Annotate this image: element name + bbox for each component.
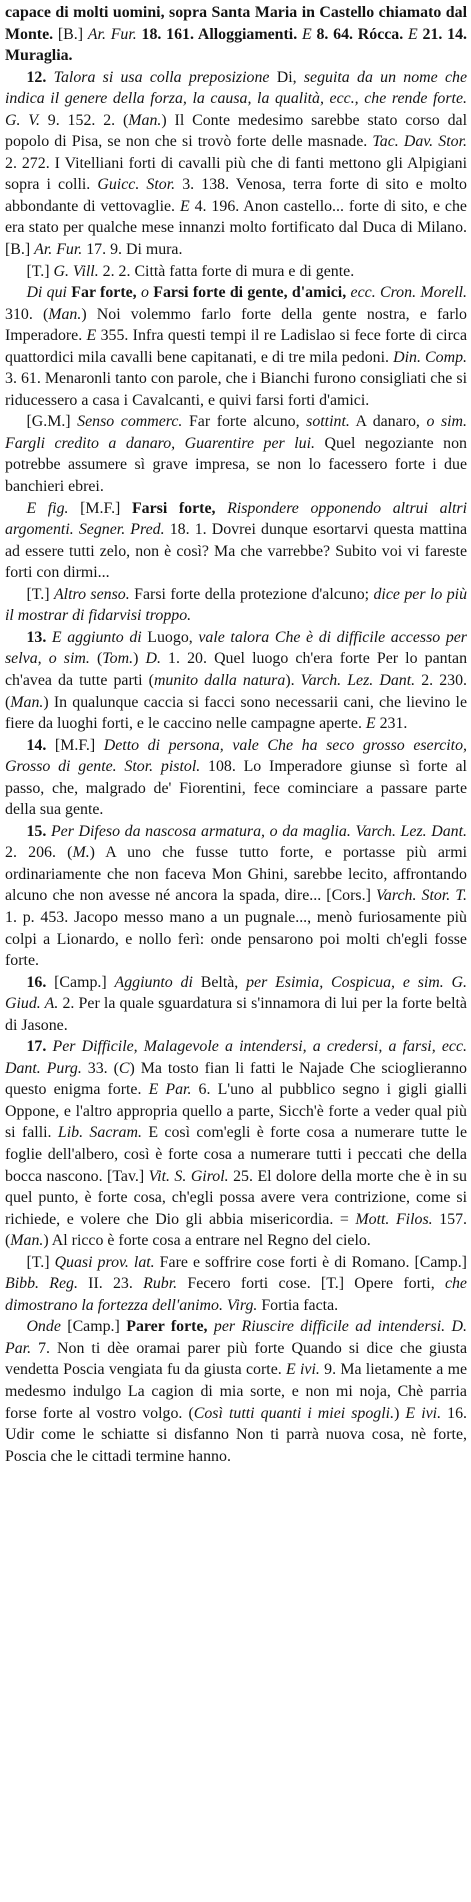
entry-paragraph	[5, 411, 467, 497]
body-text: 1. p. 453. Jacopo messo mano a un pugnale..., menò furiosamente più colpi a Lionardo, e nollo ferì: onde pensarono poi molti ch'egli fosse forte.	[5, 908, 467, 970]
entry-paragraph	[5, 821, 467, 972]
body-text: 1. 20. Quel luogo ch'era forte Per lo pantan ch'avea da tutte parti (	[5, 650, 468, 689]
italic-text: Per Difficile, Malagevole a intendersi, a credersi, a farsi, ecc. Dant. Purg.	[5, 1038, 467, 1077]
body-text: ) A uno che fusse tutto forte, e portasse più armi ordinariamente che non faceva Mon Ghini, sarebbe lecito, affrontando alcuno che non avesse né ancora la spada, dire... [Cors.]	[5, 844, 467, 905]
entry-paragraph	[5, 972, 467, 1037]
italic-text: Guicc. Stor.	[97, 176, 176, 194]
body-text: ) Al ricco è forte cosa a entrare nel Regno del cielo.	[43, 1232, 371, 1250]
body-text: ) Ma tosto fian li fatti le Najade Che scioglieranno questo enigma forte.	[5, 1059, 467, 1099]
body-text: [T.]	[26, 262, 54, 280]
italic-text: E	[408, 25, 418, 43]
body-text: [T.]	[26, 1253, 55, 1271]
body-text: 2. Per la quale sguardatura si s'innamora di lui per la forte beltà di Jasone.	[5, 995, 467, 1034]
italic-text: Man.	[128, 111, 162, 129]
italic-text: Aggiunto di	[114, 973, 193, 991]
italic-text: M.	[72, 844, 90, 862]
entry-paragraph	[5, 1316, 467, 1467]
bold-text: 15.	[26, 822, 51, 840]
body-text: 4. 196. Anon castello... forte di sito, e che era stato per qualche mese innanzi molto fortificato dal Duca di Milano. [B.]	[5, 197, 467, 259]
body-text: 9. 152. 2. (	[39, 111, 129, 129]
body-text: 9. Ma lietamente a me medesmo indulgo La cagion di mia sorte, e non mi noja, Chè parria forse forte al vostro volgo. (	[5, 1361, 467, 1422]
body-text: ).	[285, 671, 301, 689]
italic-text: E ivi.	[405, 1404, 442, 1422]
body-text: [M.F.]	[54, 736, 104, 754]
entry-paragraph	[5, 735, 467, 821]
bold-text: Far forte,	[66, 284, 141, 302]
body-text: 25. El dolore della morte che è in su quel punto, è forte cosa, ch'egli possa avere vera contrizione, come si richiede, e volere che Dio gli abbia misericordia. =	[5, 1167, 467, 1228]
body-text: ) Il Conte medesimo sarebbe stato corso dal popolo di Pisa, se non che si trovò forte delle masnade.	[5, 111, 467, 151]
body-text: )	[394, 1404, 406, 1422]
bold-text: 14.	[26, 736, 55, 754]
body-text: Di,	[269, 68, 304, 86]
italic-text: Rispondere opponendo altrui altri argomenti. Segner. Pred.	[5, 499, 467, 539]
italic-text: Di qui	[26, 284, 67, 302]
bold-text: 16.	[26, 973, 55, 991]
body-text: (	[89, 650, 103, 668]
italic-text: Ar. Fur.	[34, 241, 83, 259]
body-text: 16. Udir come le schiatte si disfanno Non ti parrà nuova cosa, nè forte, Poscia che le cittadi termine hanno.	[5, 1404, 467, 1465]
entry-paragraph	[5, 261, 467, 283]
italic-text: Mott. Filos.	[355, 1210, 433, 1228]
italic-text: Detto di persona, vale Che ha seco grosso esercito, Grosso di gente. Stor. pistol.	[5, 736, 468, 776]
italic-text: E	[86, 327, 97, 345]
italic-text: o	[140, 284, 149, 302]
italic-text: Din. Comp.	[393, 348, 467, 366]
body-text: 7. Non ti dèe oramai parer più forte Quando si dice che giusta vendetta Poscia vengiata fu da giusta corte.	[5, 1339, 467, 1379]
body-text: [M.F.]	[68, 499, 132, 517]
body-text: 6. L'uno al pubblico segno i gigli gialli Oppone, e l'altro appropria quello a parte, Sicch'è forte a veder qual più si falli.	[5, 1081, 467, 1142]
body-text: 2. 272. I Vitelliani forti di cavalli più che di fanti mettono gli Alpigiani sopra i colli.	[5, 154, 467, 194]
body-text: Farsi forte della protezione d'alcuno;	[129, 585, 374, 603]
body-text: 33. (	[81, 1059, 119, 1077]
entry-paragraph	[5, 67, 467, 261]
italic-text: munito dalla natura	[153, 671, 286, 689]
italic-text: E aggiunto di	[51, 628, 142, 646]
italic-text: E	[179, 197, 190, 215]
entry-paragraph	[5, 584, 467, 627]
italic-text: per Esimia, Cospicua, e sim. G. Giud. A.	[5, 973, 468, 1013]
body-text: Beltà,	[192, 973, 247, 991]
italic-text: Bibb. Reg.	[5, 1275, 78, 1293]
italic-text: Varch. Lez. Dant.	[300, 671, 416, 689]
italic-text: vale talora Che è di difficile accesso per selva, o sim.	[5, 628, 467, 668]
body-text: 17. 9. Di mura.	[82, 241, 183, 259]
bold-text: Parer forte,	[126, 1318, 214, 1336]
bold-text: 21. 14. Muraglia.	[5, 25, 467, 65]
italic-text: E Par.	[148, 1081, 192, 1099]
italic-text: Tac. Dav. Stor.	[372, 133, 467, 151]
body-text: Luogo,	[141, 628, 199, 646]
body-text: Fecero forti cose. [T.] Opere forti,	[177, 1275, 445, 1293]
body-text: [Camp.]	[54, 973, 115, 991]
body-text: 157. (	[5, 1210, 467, 1250]
bold-text: capace di molti uomini, sopra Santa Maria in Castello chiamato dal Monte.	[5, 4, 467, 43]
entry-paragraph	[5, 498, 467, 584]
italic-text: Senso commerc.	[77, 413, 183, 431]
body-text: 355. Infra questi tempi il re Ladislao si fece forte di circa quattordici mila cavalli bene capitanati, e di tre mila pedoni.	[5, 327, 467, 366]
bold-text: Farsi forte di gente, d'amici,	[148, 284, 351, 302]
body-text: [T.]	[26, 585, 54, 603]
body-text: 18. 1. Dovrei dunque esortarvi questa mattina ad essere tutti zelo, non è così? Ma che varrebbe? Subito voi vi fareste forti con dirmi...	[5, 521, 468, 582]
italic-text: seguita da un nome che indica il genere della forza, la causa, la qualità, ecc., che rende forte. G. V.	[5, 68, 468, 129]
body-text: Fortia facta.	[257, 1296, 339, 1314]
body-text: II. 23.	[77, 1275, 144, 1293]
italic-text: D.	[145, 650, 161, 668]
italic-text: Quasi prov. lat.	[54, 1253, 155, 1271]
body-text: 3. 61. Menaronli tanto con parole, che i Bianchi furono consigliati che si riducessero a casa i Cavalcanti, e quivi farsi forti d'amici.	[5, 370, 467, 409]
italic-text: G. Vill.	[53, 262, 99, 280]
bold-text: 12.	[26, 68, 54, 86]
body-text: E così com'egli è forte cosa a numerare tutte le foglie dell'albero, così è forte cosa a numerare tutti i peccati che della bocca nascono. [Tav.]	[5, 1124, 467, 1185]
italic-text: sottint.	[306, 413, 350, 431]
bold-text: 13.	[26, 628, 52, 646]
body-text: [B.]	[53, 25, 88, 43]
italic-text: Così tutti quanti i miei spogli.	[193, 1404, 395, 1422]
italic-text: Per Difeso da nascosa armatura, o da maglia. Varch. Lez. Dant.	[50, 822, 467, 840]
italic-text: Onde	[26, 1318, 61, 1336]
body-text: 2. 230. (	[5, 671, 468, 711]
italic-text: Man.	[48, 305, 82, 323]
body-text: ) In qualunque caccia si facci sono necessarii cani, che lievino le fiere da luoghi forti, e le caccino nelle campagne aperte.	[5, 693, 467, 733]
italic-text: Tom.	[102, 650, 134, 668]
italic-text: Ar. Fur.	[87, 25, 137, 43]
italic-text: dice per lo più il mostrar di fidarvisi troppo.	[5, 585, 468, 625]
body-text: Fare e soffrire cose forti è di Romano. [Camp.]	[154, 1253, 467, 1271]
body-text: 108. Lo Imperadore giunse sì forte al passo, che, malgrado de' Fiorentini, fece cominciare a passare parte della sua gente.	[5, 758, 467, 819]
body-text: Quel negoziante non potrebbe assumere sì grave impresa, se non lo facessero forte i due banchieri ebrei.	[5, 434, 467, 496]
italic-text: per Riuscire difficile ad intendersi. D. Par.	[5, 1318, 467, 1357]
italic-text: C	[118, 1059, 130, 1077]
entry-paragraph	[5, 1036, 467, 1251]
italic-text: E ivi.	[286, 1361, 320, 1379]
body-text: [G.M.]	[26, 413, 78, 431]
bold-text: 8. 64. Rócca.	[311, 25, 408, 43]
body-text: )	[133, 650, 146, 668]
entry-paragraph	[5, 282, 467, 411]
italic-text: o sim. Fargli credito a danaro, Guarentire per lui.	[5, 413, 467, 452]
body-text: 2. 2. Città fatta forte di mura e di gente.	[98, 262, 355, 280]
italic-text: Talora si usa colla preposizione	[53, 68, 270, 86]
bold-text: 17.	[26, 1038, 53, 1056]
body-text: ) Noi volemmo farlo forte della gente nostra, e farlo Imperadore.	[5, 305, 467, 345]
body-text: 2. 206. (	[5, 844, 73, 862]
body-text: 231.	[375, 715, 408, 733]
entry-paragraph	[5, 1252, 467, 1317]
entry-paragraph	[5, 627, 467, 735]
italic-text: Rubr.	[143, 1275, 178, 1293]
italic-text: Varch. Stor. T.	[375, 887, 467, 905]
italic-text: Man.	[10, 693, 44, 711]
italic-text: ecc. Cron. Morell.	[350, 284, 467, 302]
italic-text: E	[301, 25, 312, 43]
italic-text: E	[365, 715, 376, 733]
bold-text: Farsi forte,	[131, 499, 228, 517]
body-text: 310. (	[5, 305, 49, 323]
body-text: Far forte alcuno,	[182, 413, 307, 431]
bold-text: 18. 161. Alloggiamenti.	[136, 25, 302, 43]
body-text: [Camp.]	[60, 1318, 127, 1336]
italic-text: Vit. S. Girol.	[148, 1167, 229, 1185]
italic-text: Lib. Sacram.	[57, 1124, 142, 1142]
italic-text: Man.	[10, 1232, 44, 1250]
italic-text: Altro senso.	[53, 585, 130, 603]
entry-paragraph	[5, 2, 467, 67]
italic-text: E fig.	[26, 499, 69, 517]
body-text: A danaro,	[349, 413, 427, 431]
body-text: 3. 138. Venosa, terra forte di sito e molto abbondante di vettovaglie.	[5, 176, 467, 215]
italic-text: che dimostrano la fortezza dell'animo. Virg.	[5, 1275, 467, 1314]
